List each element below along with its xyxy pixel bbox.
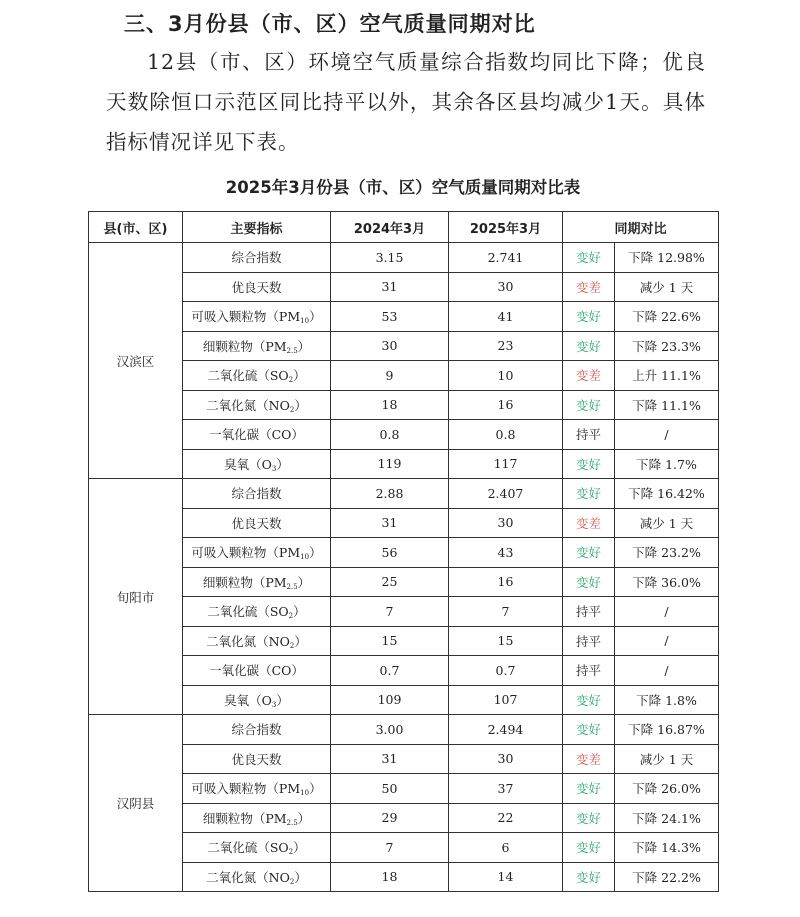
value-2024-cell: 56 <box>331 538 449 568</box>
summary-paragraph: 12县（市、区）环境空气质量综合指数均同比下降；优良天数除恒口示范区同比持平以外，其余各区县均减少1天。具体指标情况详见下表。 <box>106 50 706 154</box>
change-cell: 下降 26.0% <box>615 774 719 804</box>
indicator-name: 可吸入颗粒物（PM <box>191 309 301 325</box>
table-row <box>89 420 719 450</box>
indicator-tail: ） <box>297 574 311 590</box>
value-2025-cell: 22 <box>449 803 563 833</box>
indicator-name: 一氧化碳（CO） <box>209 663 304 679</box>
comparison-table <box>88 211 719 892</box>
change-cell: / <box>615 597 719 627</box>
table-row <box>89 390 719 420</box>
indicator-subscript: 3 <box>271 464 277 473</box>
status-cell: 变差 <box>563 508 615 538</box>
value-2024-cell: 29 <box>331 803 449 833</box>
indicator-subscript: 2 <box>289 405 295 414</box>
value-2024-cell: 18 <box>331 390 449 420</box>
table-row <box>89 597 719 627</box>
indicator-name: 一氧化碳（CO） <box>209 427 304 443</box>
change-cell: 下降 16.42% <box>615 479 719 509</box>
status-cell: 持平 <box>563 597 615 627</box>
table-title: 2025年3月份县（市、区）空气质量同期对比表 <box>225 178 581 197</box>
indicator-tail: ） <box>294 633 307 649</box>
change-cell: 上升 11.1% <box>615 361 719 391</box>
indicator-cell <box>183 361 331 391</box>
indicator-tail: ） <box>297 338 311 354</box>
indicator-cell <box>183 479 331 509</box>
status-cell: 变好 <box>563 449 615 479</box>
value-2024-cell: 2.88 <box>331 479 449 509</box>
county-cell: 汉滨区 <box>89 243 183 479</box>
status-cell: 变好 <box>563 685 615 715</box>
status-cell: 变差 <box>563 272 615 302</box>
status-cell: 变好 <box>563 479 615 509</box>
change-cell: 下降 14.3% <box>615 833 719 863</box>
indicator-name: 细颗粒物（PM <box>202 574 287 590</box>
indicator-subscript: 2.5 <box>286 582 298 591</box>
change-cell: 下降 22.2% <box>615 862 719 892</box>
value-2024-cell: 0.7 <box>331 656 449 686</box>
indicator-tail: ） <box>309 545 322 561</box>
table-row <box>89 567 719 597</box>
value-2025-cell: 23 <box>449 331 563 361</box>
table-body <box>89 243 719 892</box>
indicator-cell <box>183 390 331 420</box>
value-2025-cell: 6 <box>449 833 563 863</box>
table-row <box>89 744 719 774</box>
indicator-subscript: 10 <box>300 789 310 798</box>
indicator-name: 二氧化硫（SO <box>207 840 289 856</box>
status-cell: 变好 <box>563 567 615 597</box>
indicator-name: 二氧化氮（NO <box>206 397 290 413</box>
indicator-subscript: 2 <box>288 612 294 621</box>
indicator-subscript: 2 <box>288 848 294 857</box>
status-cell: 变好 <box>563 390 615 420</box>
table-row <box>89 626 719 656</box>
indicator-cell <box>183 449 331 479</box>
value-2025-cell: 16 <box>449 567 563 597</box>
value-2024-cell: 31 <box>331 272 449 302</box>
indicator-name: 二氧化氮（NO <box>206 869 290 885</box>
indicator-tail: ） <box>293 604 306 620</box>
indicator-subscript: 2 <box>289 877 295 886</box>
indicator-subscript: 2.5 <box>286 818 298 827</box>
change-cell: 减少 1 天 <box>615 744 719 774</box>
county-cell: 汉阴县 <box>89 715 183 892</box>
value-2024-cell: 109 <box>331 685 449 715</box>
indicator-tail: ） <box>309 781 322 797</box>
indicator-cell <box>183 862 331 892</box>
indicator-name: 二氧化氮（NO <box>206 633 290 649</box>
value-2024-cell: 3.00 <box>331 715 449 745</box>
value-2024-cell: 7 <box>331 597 449 627</box>
status-cell: 变好 <box>563 715 615 745</box>
change-cell: 减少 1 天 <box>615 272 719 302</box>
indicator-name: 综合指数 <box>231 722 282 738</box>
value-2024-cell: 7 <box>331 833 449 863</box>
indicator-name: 可吸入颗粒物（PM <box>191 545 301 561</box>
change-cell: 下降 23.3% <box>615 331 719 361</box>
indicator-tail: ） <box>276 692 289 708</box>
table-row <box>89 656 719 686</box>
value-2025-cell: 30 <box>449 744 563 774</box>
indicator-tail: ） <box>294 397 307 413</box>
indicator-name: 优良天数 <box>231 515 282 531</box>
indicator-cell <box>183 715 331 745</box>
value-2025-cell: 107 <box>449 685 563 715</box>
value-2024-cell: 3.15 <box>331 243 449 273</box>
change-cell: 下降 22.6% <box>615 302 719 332</box>
indicator-subscript: 2 <box>289 641 295 650</box>
status-cell: 变好 <box>563 833 615 863</box>
status-cell: 持平 <box>563 656 615 686</box>
status-cell: 持平 <box>563 420 615 450</box>
table-header-row <box>89 212 719 243</box>
header-county: 县(市、区) <box>89 212 183 243</box>
indicator-tail: ） <box>293 840 306 856</box>
table-row <box>89 449 719 479</box>
value-2025-cell: 43 <box>449 538 563 568</box>
indicator-cell <box>183 803 331 833</box>
change-cell: / <box>615 656 719 686</box>
value-2024-cell: 31 <box>331 744 449 774</box>
change-cell: 下降 11.1% <box>615 390 719 420</box>
table-row <box>89 774 719 804</box>
indicator-tail: ） <box>297 810 311 826</box>
value-2025-cell: 2.741 <box>449 243 563 273</box>
indicator-subscript: 10 <box>300 317 310 326</box>
status-cell: 变好 <box>563 538 615 568</box>
indicator-tail: ） <box>276 456 289 472</box>
indicator-subscript: 10 <box>300 553 310 562</box>
indicator-name: 优良天数 <box>231 279 282 295</box>
value-2025-cell: 7 <box>449 597 563 627</box>
indicator-name: 综合指数 <box>231 486 282 502</box>
status-cell: 变好 <box>563 243 615 273</box>
header-comparison: 同期对比 <box>563 212 719 243</box>
indicator-cell <box>183 331 331 361</box>
table-row <box>89 508 719 538</box>
status-cell: 变差 <box>563 361 615 391</box>
indicator-name: 臭氧（O <box>224 692 272 708</box>
change-cell: / <box>615 626 719 656</box>
indicator-cell <box>183 774 331 804</box>
indicator-subscript: 2.5 <box>286 346 298 355</box>
indicator-cell <box>183 567 331 597</box>
change-cell: / <box>615 420 719 450</box>
status-cell: 持平 <box>563 626 615 656</box>
indicator-tail: ） <box>293 368 306 384</box>
table-row <box>89 538 719 568</box>
indicator-name: 可吸入颗粒物（PM <box>191 781 301 797</box>
indicator-name: 二氧化硫（SO <box>207 604 289 620</box>
indicator-name: 优良天数 <box>231 751 282 767</box>
table-row <box>89 479 719 509</box>
indicator-cell <box>183 656 331 686</box>
table-row <box>89 803 719 833</box>
indicator-cell <box>183 626 331 656</box>
indicator-cell <box>183 420 331 450</box>
value-2025-cell: 10 <box>449 361 563 391</box>
change-cell: 下降 36.0% <box>615 567 719 597</box>
indicator-cell <box>183 302 331 332</box>
header-2025: 2025年3月 <box>449 212 563 243</box>
value-2025-cell: 16 <box>449 390 563 420</box>
status-cell: 变好 <box>563 302 615 332</box>
indicator-cell <box>183 744 331 774</box>
indicator-tail: ） <box>294 869 307 885</box>
table-row <box>89 243 719 273</box>
indicator-name: 二氧化硫（SO <box>207 368 289 384</box>
value-2025-cell: 117 <box>449 449 563 479</box>
value-2024-cell: 9 <box>331 361 449 391</box>
table-row <box>89 862 719 892</box>
table-row <box>89 715 719 745</box>
change-cell: 减少 1 天 <box>615 508 719 538</box>
value-2025-cell: 14 <box>449 862 563 892</box>
indicator-cell <box>183 272 331 302</box>
indicator-name: 臭氧（O <box>224 456 272 472</box>
change-cell: 下降 12.98% <box>615 243 719 273</box>
indicator-cell <box>183 685 331 715</box>
indicator-tail: ） <box>309 309 322 325</box>
section-heading: 三、3月份县（市、区）空气质量同期对比 <box>124 12 536 36</box>
indicator-subscript: 2 <box>288 376 294 385</box>
change-cell: 下降 1.8% <box>615 685 719 715</box>
value-2025-cell: 41 <box>449 302 563 332</box>
county-cell: 旬阳市 <box>89 479 183 715</box>
status-cell: 变差 <box>563 744 615 774</box>
value-2024-cell: 25 <box>331 567 449 597</box>
change-cell: 下降 1.7% <box>615 449 719 479</box>
value-2025-cell: 0.7 <box>449 656 563 686</box>
value-2024-cell: 50 <box>331 774 449 804</box>
indicator-cell <box>183 243 331 273</box>
indicator-cell <box>183 597 331 627</box>
change-cell: 下降 23.2% <box>615 538 719 568</box>
value-2025-cell: 15 <box>449 626 563 656</box>
status-cell: 变好 <box>563 774 615 804</box>
table-row <box>89 833 719 863</box>
value-2024-cell: 0.8 <box>331 420 449 450</box>
table-row <box>89 361 719 391</box>
header-2024: 2024年3月 <box>331 212 449 243</box>
value-2025-cell: 30 <box>449 508 563 538</box>
value-2024-cell: 119 <box>331 449 449 479</box>
value-2025-cell: 2.494 <box>449 715 563 745</box>
status-cell: 变好 <box>563 803 615 833</box>
status-cell: 变好 <box>563 862 615 892</box>
indicator-subscript: 3 <box>271 700 277 709</box>
change-cell: 下降 16.87% <box>615 715 719 745</box>
indicator-cell <box>183 538 331 568</box>
value-2025-cell: 30 <box>449 272 563 302</box>
header-indicator: 主要指标 <box>183 212 331 243</box>
value-2025-cell: 37 <box>449 774 563 804</box>
value-2024-cell: 31 <box>331 508 449 538</box>
indicator-name: 细颗粒物（PM <box>202 338 287 354</box>
value-2024-cell: 53 <box>331 302 449 332</box>
indicator-cell <box>183 508 331 538</box>
indicator-name: 细颗粒物（PM <box>202 810 287 826</box>
value-2025-cell: 0.8 <box>449 420 563 450</box>
value-2024-cell: 18 <box>331 862 449 892</box>
table-row <box>89 331 719 361</box>
table-row <box>89 272 719 302</box>
table-row <box>89 302 719 332</box>
value-2024-cell: 15 <box>331 626 449 656</box>
indicator-cell <box>183 833 331 863</box>
table-row <box>89 685 719 715</box>
indicator-name: 综合指数 <box>231 250 282 266</box>
value-2025-cell: 2.407 <box>449 479 563 509</box>
value-2024-cell: 30 <box>331 331 449 361</box>
status-cell: 变好 <box>563 331 615 361</box>
change-cell: 下降 24.1% <box>615 803 719 833</box>
